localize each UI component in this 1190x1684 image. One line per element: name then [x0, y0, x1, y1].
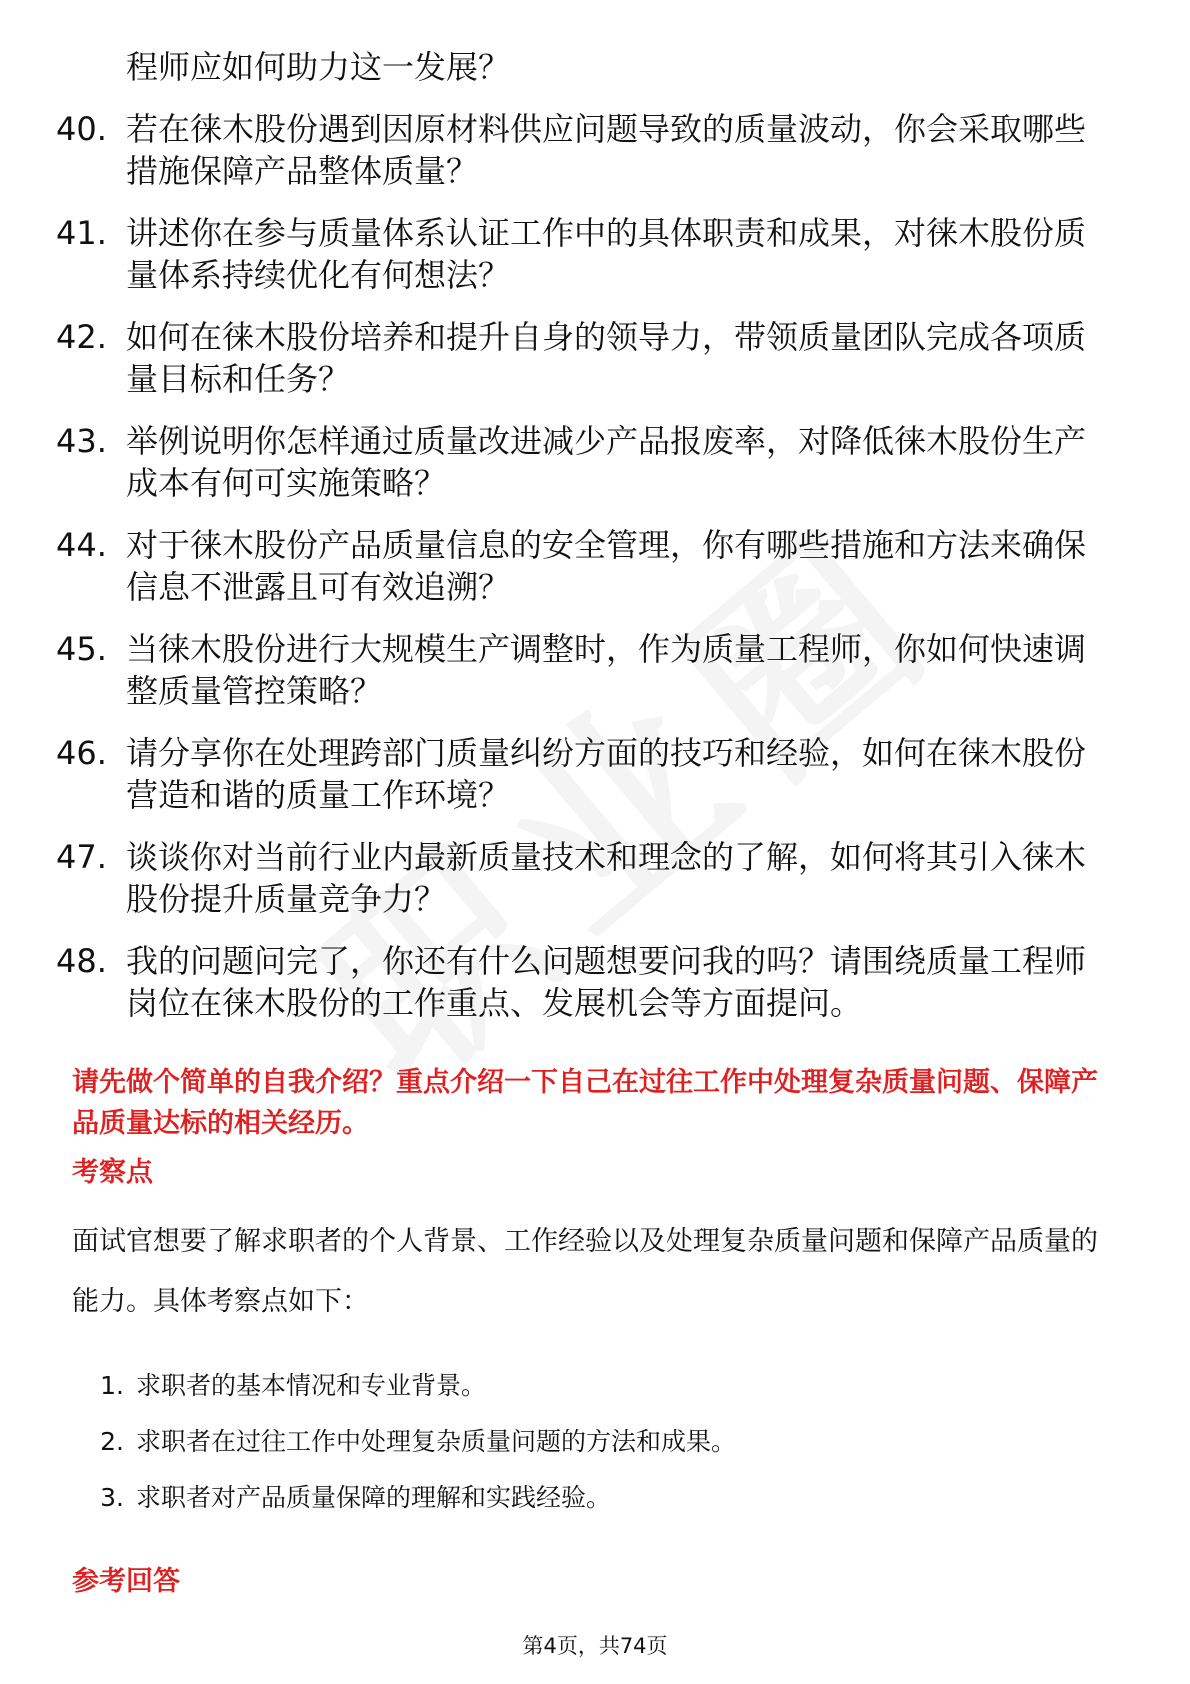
- question-text: 当徕木股份进行大规模生产调整时，作为质量工程师，你如何快速调整质量管控策略？: [126, 630, 1087, 710]
- list-item: [72, 1366, 1112, 1406]
- question-text: 谈谈你对当前行业内最新质量技术和理念的了解，如何将其引入徕木股份提升质量竞争力？: [126, 838, 1087, 918]
- assessment-paragraph: 面试官想要了解求职者的个人背景、工作经验以及处理复杂质量问题和保障产品质量的能力。具体考察点如下：: [72, 1226, 1098, 1317]
- question-text: 程师应如何助力这一发展？: [126, 48, 511, 86]
- question-text: 讲述你在参与质量体系认证工作中的具体职责和成果，对徕木股份质量体系持续优化有何想法？: [126, 214, 1087, 294]
- question-text: 对于徕木股份产品质量信息的安全管理，你有哪些措施和方法来确保信息不泄露且可有效追溯？: [126, 526, 1087, 606]
- question-text: 请分享你在处理跨部门质量纠纷方面的技巧和经验，如何在徕木股份营造和谐的质量工作环境？: [126, 734, 1087, 814]
- question-text: 若在徕木股份遇到因原材料供应问题导致的质量波动，你会采取哪些措施保障产品整体质量？: [126, 110, 1087, 190]
- question-number: 42.: [56, 318, 107, 356]
- question-item-41: [56, 212, 1136, 296]
- list-item-text: 求职者对产品质量保障的理解和实践经验。: [136, 1483, 612, 1512]
- list-item-number: 2.: [100, 1427, 124, 1456]
- question-number: 48.: [56, 942, 107, 980]
- list-item: [72, 1478, 1112, 1518]
- question-number: 47.: [56, 838, 107, 876]
- question-number: 46.: [56, 734, 107, 772]
- question-item-48: [56, 940, 1136, 1024]
- question-number: 43.: [56, 422, 107, 460]
- question-number: 44.: [56, 526, 107, 564]
- question-text: 举例说明你怎样通过质量改进减少产品报废率，对降低徕木股份生产成本有何可实施策略？: [126, 422, 1087, 502]
- question-item-42: [56, 316, 1136, 400]
- list-item: [72, 1422, 1112, 1462]
- list-item-text: 求职者的基本情况和专业背景。: [136, 1371, 487, 1400]
- page-footer: 第4页，共74页: [522, 1634, 668, 1658]
- question-item-46: [56, 732, 1136, 816]
- question-item-39-continued: [56, 46, 1136, 88]
- list-item-number: 1.: [100, 1371, 124, 1400]
- question-number: 41.: [56, 214, 107, 252]
- question-item-44: [56, 524, 1136, 608]
- list-item-number: 3.: [100, 1483, 124, 1512]
- question-list: [56, 46, 1136, 1044]
- question-item-40: [56, 108, 1136, 192]
- highlight-question: 请先做个简单的自我介绍？重点介绍一下自己在过往工作中处理复杂质量问题、保障产品质量达标的相关经历。: [72, 1067, 1098, 1139]
- question-text: 我的问题问完了，你还有什么问题想要问我的吗？请围绕质量工程师岗位在徕木股份的工作重点、发展机会等方面提问。: [126, 942, 1087, 1022]
- question-text: 如何在徕木股份培养和提升自身的领导力，带领质量团队完成各项质量目标和任务？: [126, 318, 1087, 398]
- question-item-47: [56, 836, 1136, 920]
- list-item-text: 求职者在过往工作中处理复杂质量问题的方法和成果。: [136, 1427, 737, 1456]
- assessment-heading: 考察点: [72, 1157, 153, 1188]
- assessment-points: [72, 1366, 1112, 1534]
- question-item-45: [56, 628, 1136, 712]
- question-item-43: [56, 420, 1136, 504]
- question-number: 45.: [56, 630, 107, 668]
- question-number: 40.: [56, 110, 107, 148]
- answer-heading: 参考回答: [72, 1566, 180, 1597]
